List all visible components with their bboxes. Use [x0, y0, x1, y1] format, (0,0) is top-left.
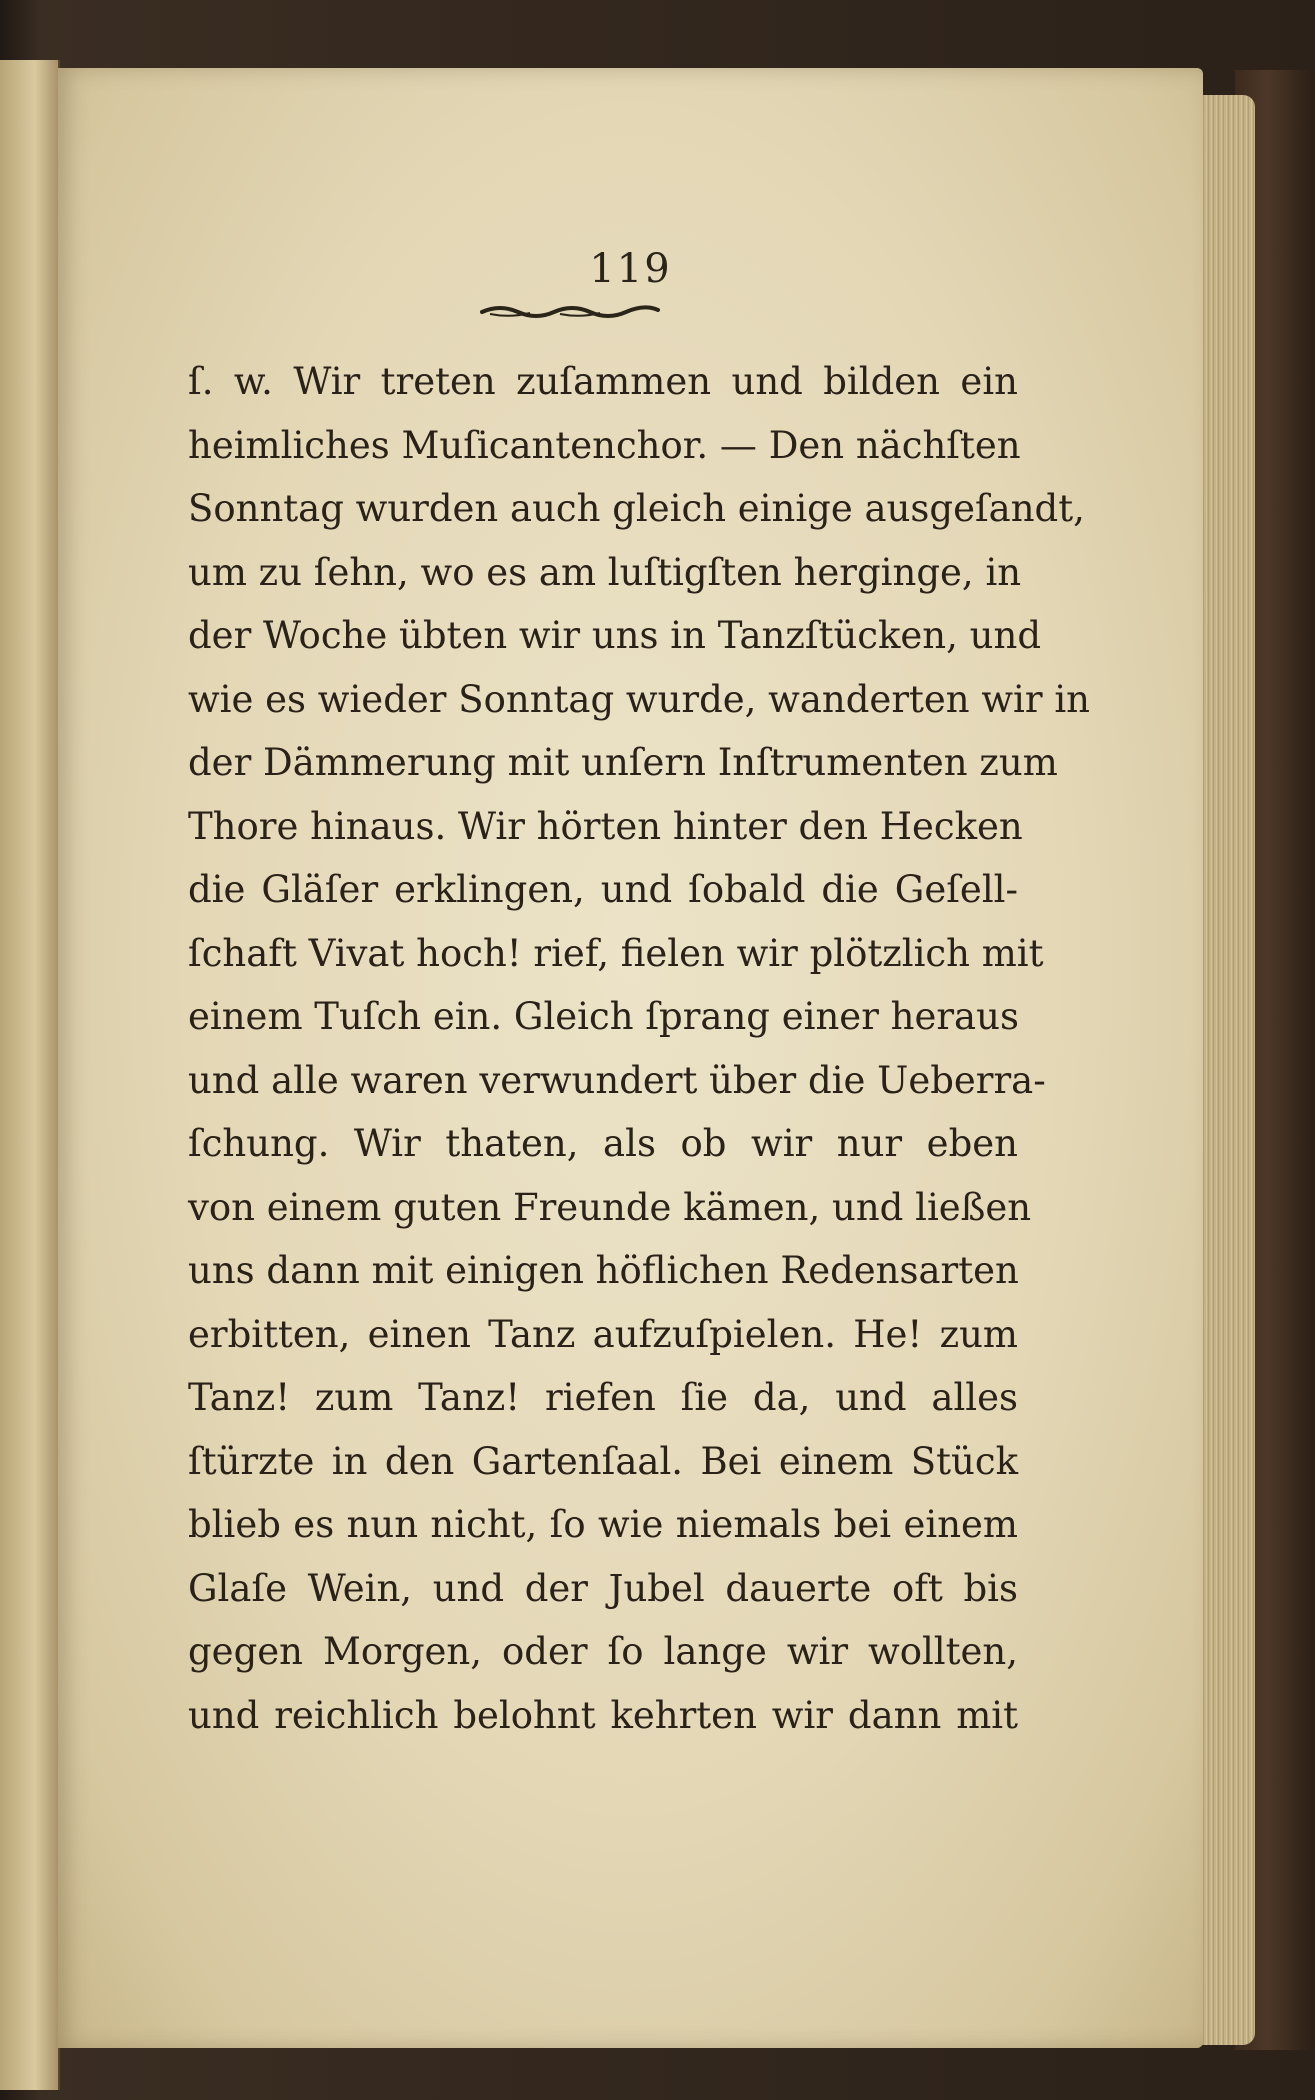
text-line: von einem guten Freunde kämen, und ließen — [188, 1185, 1032, 1229]
text-line: ſchaft Vivat hoch! rief, fielen wir plötzlich mit — [188, 931, 1044, 975]
page-number: 119 — [589, 246, 672, 292]
text-line: der Dämmerung mit unſern Inſtrumenten zum — [188, 741, 1058, 784]
text-line: Thore hinaus. Wir hörten hinter den Hecken — [188, 804, 1023, 848]
text-line: ſ. w. Wir treten zuſammen und bilden ein — [188, 360, 1018, 403]
text-line: uns dann mit einigen höflichen Redensarten — [188, 1249, 1019, 1292]
text-line: blieb es nun nicht, ſo wie niemals bei einem — [188, 1503, 1018, 1546]
text-line: wie es wieder Sonntag wurde, wanderten wir in — [188, 677, 1090, 721]
text-line: der Woche übten wir uns in Tanzſtücken, und — [188, 614, 1042, 657]
text-line: und reichlich belohnt kehrten wir dann mit — [188, 1693, 1018, 1737]
text-line: Glaſe Wein, und der Jubel dauerte oft bis — [188, 1566, 1018, 1610]
text-line: ſchung. Wir thaten, als ob wir nur eben — [188, 1122, 1018, 1165]
ornament-rule — [480, 300, 660, 322]
text-line: einem Tuſch ein. Gleich ſprang einer heraus — [188, 995, 1019, 1038]
book-page — [58, 68, 1203, 2048]
text-line: gegen Morgen, oder ſo lange wir wollten, — [188, 1630, 1018, 1673]
text-line: die Gläſer erklingen, und ſobald die Geſell- — [188, 868, 1018, 911]
page-stack-edges — [1195, 95, 1255, 2045]
body-text — [188, 350, 1090, 1747]
text-line: erbitten, einen Tanz aufzuſpielen. He! zum — [188, 1312, 1018, 1356]
facing-page-edge — [0, 60, 60, 2090]
text-line: heimliches Muſicantenchor. — Den nächſten — [188, 423, 1021, 467]
text-line: um zu ſehn, wo es am luſtigſten herginge, in — [188, 550, 1022, 594]
text-line: Tanz! zum Tanz! riefen ſie da, und alles — [188, 1376, 1018, 1419]
text-line: ſtürzte in den Gartenſaal. Bei einem Stück — [188, 1439, 1018, 1483]
text-line: Sonntag wurden auch gleich einige ausgeſandt, — [188, 487, 1085, 530]
text-line: und alle waren verwundert über die Ueberra- — [188, 1058, 1046, 1102]
